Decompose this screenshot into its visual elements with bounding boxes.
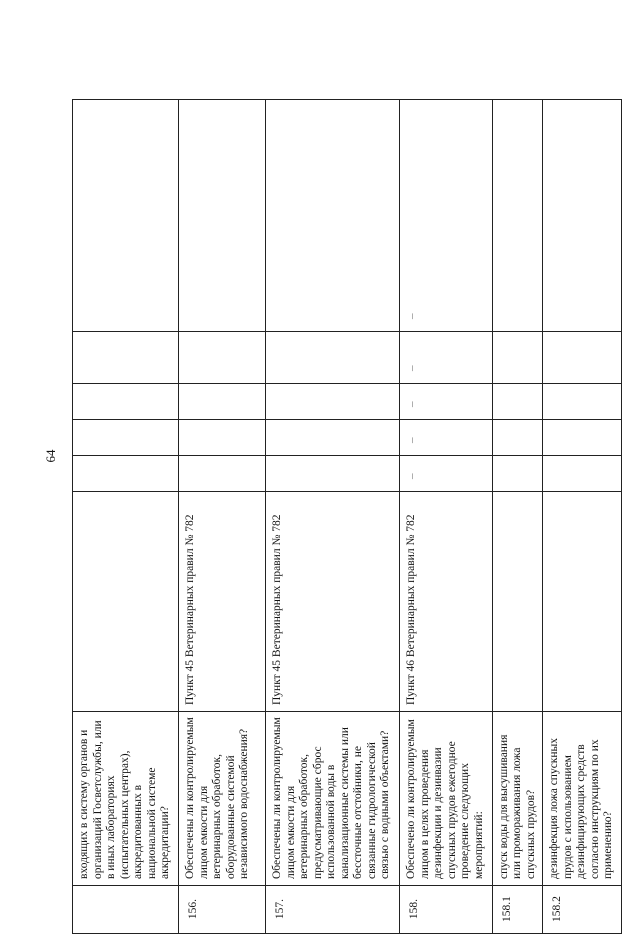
- table-row: [400, 100, 492, 934]
- answer-cell: [400, 420, 492, 456]
- answer-cell: [492, 384, 543, 420]
- page-number: 64: [43, 449, 58, 463]
- answer-mark: [179, 332, 185, 383]
- answer-cell: [73, 100, 179, 332]
- answer-mark: [543, 456, 549, 491]
- answer-cell: [179, 384, 266, 420]
- answer-mark: [179, 456, 185, 491]
- answer-cell: [543, 456, 622, 492]
- question-cell: Обеспечены ли контролируемым лицом емкости для ветеринарных обработок, предусматривающие сброс использованной воды в канализационные системы или бессточные отстойники, не связанные гидрологической связью с водными объектами?: [266, 712, 400, 886]
- row-number-cell: 158.2: [543, 886, 622, 934]
- answer-cell: [400, 100, 492, 332]
- answer-mark: –: [406, 437, 419, 443]
- answer-mark: [73, 420, 79, 455]
- answer-mark: [493, 100, 499, 331]
- question-cell: Обеспечены ли контролируемым лицом емкости для ветеринарных обработок, оборудованные системой независимого водоснабжения?: [179, 712, 266, 886]
- answer-cell: [266, 100, 400, 332]
- answer-cell: [179, 100, 266, 332]
- answer-cell: [179, 332, 266, 384]
- answer-cell: [543, 100, 622, 332]
- answer-mark: [73, 456, 79, 491]
- question-cell: дезинфекция ложа спускных прудов с использованием дезинфицирующих средств согласно инструкциям по их применению?: [543, 712, 622, 886]
- answer-mark: [266, 100, 272, 331]
- answer-cell: [492, 420, 543, 456]
- answer-mark: [266, 384, 272, 419]
- answer-mark: [73, 332, 79, 383]
- answer-mark: [493, 420, 499, 455]
- inspection-checklist-table: [72, 99, 622, 934]
- answer-cell: [543, 420, 622, 456]
- legal-reference-cell: Пункт 45 Ветеринарных правил № 782: [179, 492, 266, 712]
- answer-cell: [73, 384, 179, 420]
- question-cell: Обеспечено ли контролируемым лицом в целях проведения дезинфекции и дезинвазии спускных прудов ежегодное проведение следующих мероприятий:: [400, 712, 492, 886]
- answer-cell: [400, 332, 492, 384]
- answer-mark: –: [406, 313, 419, 319]
- answer-cell: [73, 332, 179, 384]
- answer-mark: [543, 384, 549, 419]
- row-number-cell: 157.: [266, 886, 400, 934]
- answer-mark: [493, 384, 499, 419]
- table-row: [179, 100, 266, 934]
- row-number-cell: 158.: [400, 886, 492, 934]
- row-number-cell: 156.: [179, 886, 266, 934]
- answer-mark: [179, 420, 185, 455]
- answer-mark: [543, 332, 549, 383]
- legal-reference-cell: Пункт 46 Ветеринарных правил № 782: [400, 492, 492, 712]
- answer-cell: [492, 456, 543, 492]
- rotated-table-container: [72, 100, 622, 934]
- answer-mark: [73, 100, 79, 331]
- row-number-cell: [73, 886, 179, 934]
- answer-mark: [543, 420, 549, 455]
- answer-mark: [266, 456, 272, 491]
- answer-cell: [179, 420, 266, 456]
- table-row: [73, 100, 179, 934]
- answer-mark: –: [406, 473, 419, 479]
- answer-cell: [400, 384, 492, 420]
- answer-cell: [492, 100, 543, 332]
- answer-mark: –: [406, 401, 419, 407]
- legal-reference-cell: Пункт 45 Ветеринарных правил № 782: [266, 492, 400, 712]
- legal-reference-cell: [492, 492, 543, 712]
- answer-mark: [493, 332, 499, 383]
- answer-cell: [400, 456, 492, 492]
- table-row: [543, 100, 622, 934]
- answer-cell: [543, 332, 622, 384]
- answer-cell: [179, 456, 266, 492]
- answer-cell: [266, 384, 400, 420]
- answer-mark: –: [406, 365, 419, 371]
- legal-reference-cell: [543, 492, 622, 712]
- table-row: [266, 100, 400, 934]
- table-row: [492, 100, 543, 934]
- answer-mark: [266, 420, 272, 455]
- legal-reference-cell: [73, 492, 179, 712]
- answer-mark: [179, 100, 185, 331]
- answer-cell: [266, 420, 400, 456]
- answer-cell: [73, 420, 179, 456]
- answer-cell: [266, 332, 400, 384]
- answer-mark: [266, 332, 272, 383]
- answer-mark: [543, 100, 549, 331]
- question-cell: спуск воды для высушивания или промораживания ложа спускных прудов?: [492, 712, 543, 886]
- question-cell: входящих в систему органов и организаций Госветслужбы, или в иных лабораториях (испытательных центрах), аккредитованных в национальной системе аккредитации?: [73, 712, 179, 886]
- answer-mark: [493, 456, 499, 491]
- answer-cell: [492, 332, 543, 384]
- answer-mark: [73, 384, 79, 419]
- row-number-cell: 158.1: [492, 886, 543, 934]
- answer-cell: [73, 456, 179, 492]
- answer-cell: [266, 456, 400, 492]
- answer-mark: [179, 384, 185, 419]
- answer-cell: [543, 384, 622, 420]
